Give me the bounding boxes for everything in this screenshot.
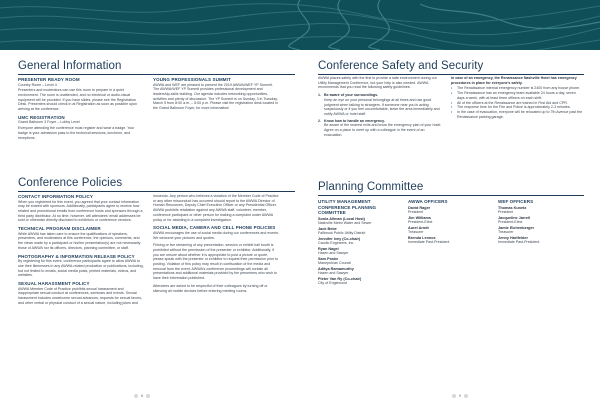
member-name: Thomas Kunetz (498, 205, 527, 210)
presenter-room-location: Country Room – Level 4 (18, 82, 57, 87)
umc-registration-location: Grand Ballroom 3 Foyer – Lobby Level (18, 120, 80, 125)
member-name: Jennifer Ivey (Co-chair) (318, 236, 361, 241)
harassment-policy-continued: innuendo. Any person who believes a violation of the Member Code of Practice or any other misconduct has occurred should report to the AWWA Director of Human Resources, Deputy Chief Executive Officer or any Presidential Officer. AWWA prohibits retaliation against any AWWA staff, volunteer, member, conference participant or other person for making a complaint under AWWA policy or for assisting in a complaint investigation. (153, 194, 279, 222)
member-name: Pieter Van Ry (Co-chair) (318, 276, 362, 281)
page-number: 8 (141, 394, 143, 398)
emergency-procedures-list (451, 86, 584, 119)
title-divider (318, 74, 584, 75)
presenter-room-body: Presenters and moderators can use this room to prepare in a quiet environment. The room is unattended, and no electrical or audio-visual equipment will be provided. If you have slides, please see the Registration Desk. Presenters should check in at Registration as soon as possible upon arriving at the conference. (18, 88, 138, 112)
general-col-1 (18, 77, 144, 140)
general-information-section (18, 60, 295, 75)
policies-col-1 (18, 194, 144, 305)
contact-policy-heading: CONTACT INFORMATION POLICY (18, 194, 93, 199)
photo-policy-body: By registering for this event, conference participants agree to allow AWWA to use their likenesses in any AWWA-related production or publications, including, but not limited to emails, social media posts, printed materials, videos, and websites. (18, 259, 144, 278)
member-role: Fallbrook Public Utility District (318, 231, 366, 236)
general-col-2 (153, 77, 279, 111)
social-media-policy-heading: SOCIAL MEDIA, CAMERA AND CELL PHONE POLICIES (153, 225, 276, 231)
emergency-item: • The Renaissance has an emergency team available 24 hours a day, seven days a week, with at least three officers on each shift. (451, 91, 584, 100)
member-role: President (408, 210, 424, 215)
member-role: President-Elect (408, 220, 433, 225)
page-dot (452, 394, 456, 398)
member-name: Aurel Arndt (408, 225, 429, 230)
social-media-policy-body-1: AWWA encourages the use of social media during our conferences and events. We welcome your pictures and quotes. (153, 230, 279, 240)
member-name: Sonia Allman (Local Host) (318, 216, 365, 221)
page-dot (134, 394, 138, 398)
umc-committee-group (318, 199, 400, 287)
header-banner (0, 0, 600, 50)
group-heading: UTILITY MANAGEMENT CONFERENCE PLANNING COMMITTEE (318, 199, 377, 216)
emergency-item: • All of the officers at the Renaissance are trained in First Aid and CPR. (451, 101, 584, 106)
conference-policies-title: Conference Policies (18, 177, 123, 189)
policies-col-2 (153, 194, 279, 293)
member-role: President (498, 210, 514, 215)
member-role: Immediate Past-President (408, 240, 450, 245)
planning-committee-section (318, 181, 584, 196)
emergency-item: • The Renaissance internal emergency number is 2400 from any house phone. (451, 86, 584, 91)
conference-policies-section (18, 177, 295, 192)
title-divider (18, 74, 295, 75)
yp-summit-body: AWWA and WEF are pleased to present the 2019 AWWA/WEF YP Summit. The AWWA/WEF YP Summit provides professional development and leadership-skills building. Our agenda includes networking opportunities, activities and plenty of discussion. The YP Summit is on Sunday, 3 in Tuesday, March 5 from 8:00 a.m. – 5:00 p.m. Please visit the registration desk located in the Grand Ballroom Foyer, for more information! (153, 82, 279, 111)
member-role: Treasurer (408, 230, 424, 235)
member-name: Jim Williams (408, 215, 431, 220)
member-role: Hazen and Sawyer (318, 271, 349, 276)
technical-disclaimer-body: While AWWA has taken care to ensure the qualifications of speakers, presenters, and moderators at this conference, the opinions, comments, and the views made by a participant or his/her presentation(s) are not necessarily those of AWWA nor its officers, directors, planning committee, or staff. (18, 231, 141, 250)
page-dot (146, 394, 150, 398)
member-name: Jack Bebe (318, 226, 337, 231)
safety-guideline-item: 1. Be aware of your surroundings. Keep an eye on your personal belongings at all times and use good judgment when talking to strangers. If someone near you is acting suspiciously or if you feel uncomfortable, leave the area immediately and notify AWWA or hotel staff. (318, 93, 440, 116)
title-divider (318, 195, 584, 196)
yp-summit-heading: YOUNG PROFESSIONALS SUMMIT (153, 77, 231, 82)
member-name: Brenda Lennox (408, 235, 436, 240)
harassment-policy-body: AWWA Member Code of Practice prohibits sexual harassment and inappropriate sexual conduct at conferences, seminars and events. Sexual harassment includes unwelcome sexual advances, requests for sexual favors, and other verbal or physical conduct of a sexual nature, including jokes and (18, 286, 143, 305)
safety-col-2 (451, 76, 584, 119)
social-media-policy-body-3: Attendees are asked to be respectful of their colleagues by turning off or silencing all mobile devices before entering meeting rooms. (153, 283, 268, 293)
title-divider (18, 191, 295, 192)
harassment-policy-heading: SEXUAL HARASSMENT POLICY (18, 280, 90, 286)
member-role: Manepoh/an Council (318, 261, 351, 266)
page-number-left (133, 394, 151, 398)
safety-col-1 (318, 76, 442, 137)
member-role: Carollo Engineers, Inc. (318, 241, 355, 246)
wef-officers-group (498, 199, 584, 246)
member-name: Jamie Eichenberger (498, 225, 535, 230)
safety-guideline-item: 2. Know how to handle an emergency. Be aware of the nearest exits and know the emergency plan of your hotel. Agree on a place to meet up with a colleague in the event of an evacuation. (318, 118, 442, 137)
awwa-officers-group (408, 199, 492, 246)
contact-policy-body: When you registered for this event, you agreed that your contact information may be shared with sponsors. Additionally, participants agree to receive how related and promotional emails from conference hosts and sponsors through a third party distributor. At no time, however, will attendees' email addresses be sold or otherwise directly disclosed to exhibitors or conference vendors. (18, 199, 143, 223)
member-name: Jenny Hartfelder (498, 235, 528, 240)
emergency-item: • In the case of evacuation, everyone will be relocated up to 7th Avenue past the Renaissance parking garage. (451, 110, 584, 119)
technical-disclaimer-heading: TECHNICAL PROGRAM DISCLAIMER (18, 226, 101, 232)
safety-guidelines-list (318, 93, 442, 137)
member-name: Sam Poske (318, 256, 339, 261)
group-heading: AWWA OFFICERS (408, 199, 448, 204)
page-number: 9 (459, 394, 461, 398)
wave-pattern-graphic (0, 0, 600, 50)
umc-registration-body: Everyone attending the conference must register and wear a badge. Your badge is your admission pass to the technical sessions, luncheon, and receptions. (18, 126, 135, 140)
planning-committee-title: Planning Committee (318, 181, 424, 193)
group-heading: WEF OFFICERS (498, 199, 534, 204)
member-role: Immediate Past-President (498, 240, 540, 245)
member-role: President-Elect (498, 220, 523, 225)
member-name: David Rager (408, 205, 431, 210)
photo-policy-heading: PHOTOGRAPHY & INFORMATION RELEASE POLICY (18, 253, 135, 259)
member-name: Aditya Ramamurthy (318, 266, 354, 271)
member-name: Jacqueline Jarrell (498, 215, 531, 220)
page-number-right (451, 394, 469, 398)
social-media-policy-body-2: Filming or live streaming of any presentation, session or exhibit hall booth is prohibited without the permission of the presenter or exhibitor. Additionally, if you are unsure about whether it is appropriate to post a picture or quote, please speak with the presenter or exhibitor to request their permission prior to posting. Violation of this policy may result in confiscation of the media and removal from the event. AWWA's conference proceedings will contain all presentations and additional materials provided by the presenters who wish to have their information published. (153, 243, 279, 281)
emergency-lead: In case of an emergency, the Renaissance Nashville Hotel has emergency procedures in place for everyone's safety. (451, 76, 577, 85)
member-name: Ryan Nagel (318, 246, 339, 251)
emergency-item: • The response time for the Fire and Police is approximately 2-3 minutes. (451, 105, 584, 110)
member-role: Treasurer (498, 230, 514, 235)
member-role: Hazen and Sawyer (318, 251, 349, 256)
safety-title: Conference Safety and Security (318, 60, 484, 72)
page-dot (464, 394, 468, 398)
general-information-title: General Information (18, 60, 122, 72)
presenter-room-heading: PRESENTER READY ROOM (18, 77, 80, 82)
safety-intro: AWWA places safety with the first to provide a safe environment during our Utility Management Conference, but your help is also needed. AWWA recommends that you read the following safety guidelines: (318, 76, 437, 90)
member-role: Nashville Metro Water and Sewer (318, 221, 372, 226)
safety-section (318, 60, 584, 75)
member-role: City of Englewood (318, 281, 347, 286)
umc-registration-heading: UMC REGISTRATION (18, 114, 65, 120)
